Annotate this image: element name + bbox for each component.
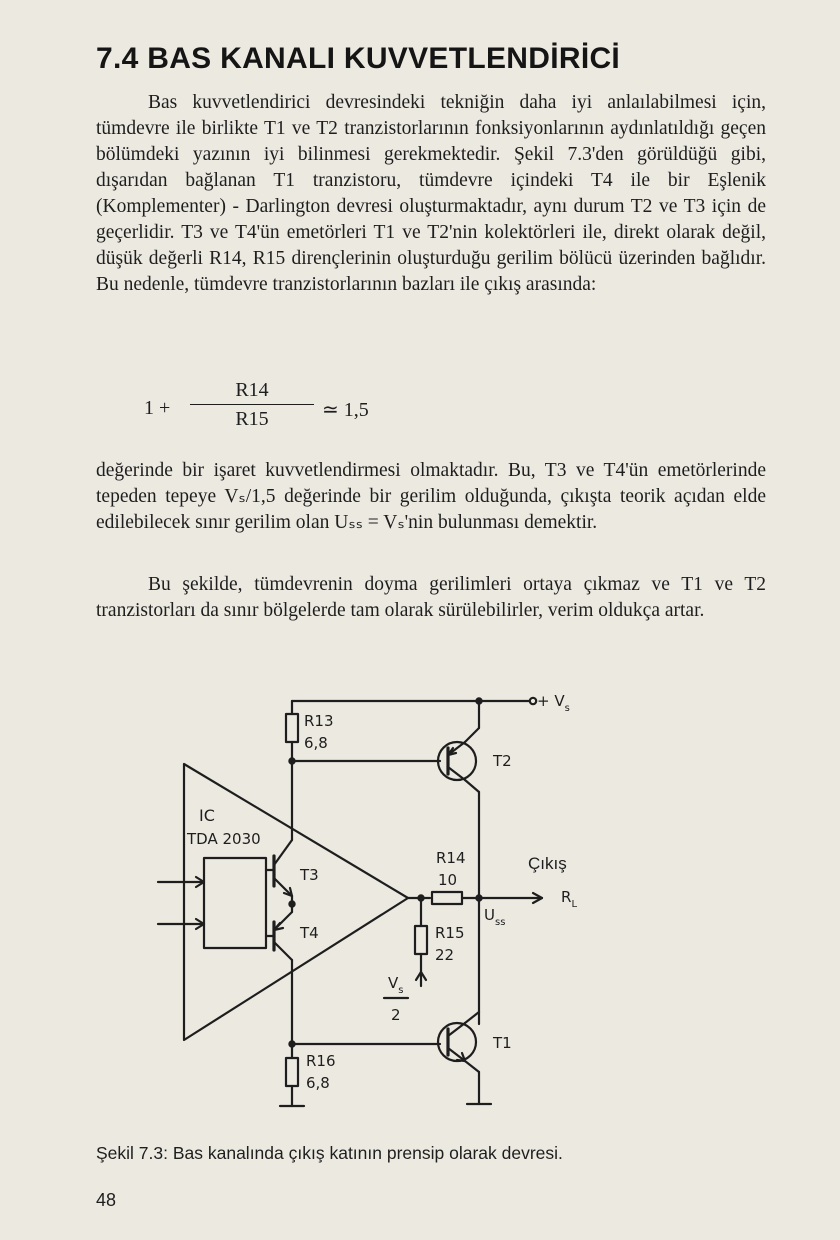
r13-value: 6,8 <box>304 734 328 752</box>
r15-value: 22 <box>435 946 455 964</box>
t2-label: T2 <box>493 752 512 770</box>
t1-collector-lead <box>465 1012 479 1023</box>
ic-part: TDA 2030 <box>187 830 261 848</box>
uss-text: U <box>484 906 495 924</box>
t2-collector-lead <box>465 780 479 792</box>
r15-name: R15 <box>435 924 465 942</box>
t2-emitter-lead <box>465 728 479 742</box>
r16-resistor <box>286 1058 298 1086</box>
paragraph-gain: değerinde bir işaret kuvvetlendirmesi olmaktadır. Bu, T3 ve T4'ün emetörlerinde tepeden tepeye Vₛ/1,5 değerinde bir gerilim olduğunda, çıkışta teorik açıdan elde edilebilecek sınır gerilim olan Uₛₛ = Vₛ'nin bulunması demektir. <box>96 460 766 533</box>
r13-node-dot <box>289 758 294 763</box>
t3-collector <box>274 840 292 865</box>
uss-sub: ss <box>494 917 506 928</box>
gain-equation <box>144 378 444 438</box>
t1-emitter-lead <box>465 1061 479 1072</box>
load-label <box>561 888 577 910</box>
half-v-label <box>388 974 403 996</box>
section-heading: 7.4 BAS KANALI KUVVETLENDİRİCİ <box>96 42 621 75</box>
t4-label: T4 <box>300 924 319 942</box>
ic-label: IC <box>199 806 215 825</box>
load-sub: L <box>571 899 578 910</box>
equation-denominator: R15 <box>235 408 269 430</box>
supply-terminal <box>530 698 536 704</box>
t1-label: T1 <box>493 1034 512 1052</box>
equation-result: ≃ 1,5 <box>322 399 369 421</box>
r15-resistor <box>415 926 427 954</box>
page-number: 48 <box>96 1190 117 1210</box>
output-label: Çıkış <box>528 854 567 873</box>
half-v-den: 2 <box>391 1006 401 1024</box>
half-v-text: V <box>388 974 399 992</box>
ic-driver-box <box>204 858 266 948</box>
uss-label <box>484 906 505 928</box>
load-text: R <box>561 888 572 906</box>
fraction-bar <box>190 404 314 405</box>
equation-numerator: R14 <box>235 379 269 401</box>
supply-sub: s <box>564 703 570 714</box>
equation-fraction <box>190 378 314 431</box>
r14-resistor <box>432 892 462 904</box>
supply-label <box>537 692 570 714</box>
r16-name: R16 <box>306 1052 336 1070</box>
figure-caption: Şekil 7.3: Bas kanalında çıkış katının prensip olarak devresi. <box>96 1143 563 1163</box>
half-v-sub: s <box>398 985 404 996</box>
paragraph-intro: Bas kuvvetlendirici devresindeki tekniğin daha iyi anlaılabilmesi için, tümdevre ile birlikte T1 ve T2 tranzistorlarının fonksiyonlarının aydınlatıldığı geçen bölümdeki yazının iyi bilinmesi gerekmektedir. Şekil 7.3'den görüldüğü gibi, dışarıdan bağlanan T1 tranzistoru, tümdevre içindeki T4 ile bir Eşlenik (Komplementer) - Darlington devresi oluşturmaktadır, aynı durum T2 ve T3 için de geçerlidir. T3 ve T4'ün emetörleri T1 ve T2'nin kolektörleri ile, direkt olarak değil, düşük değerli R14, R15 dirençlerinin oluşturduğu gerilim bölücü üzerinden bağlıdır. Bu nedenle, tümdevre tranzistorlarının bazları ile çıkış arasında: <box>96 92 766 295</box>
r14-value: 10 <box>438 871 458 889</box>
paragraph-efficiency: Bu şekilde, tümdevrenin doyma gerilimleri ortaya çıkmaz ve T1 ve T2 tranzistorları da sınır bölgelerde tam olarak sürülebilirler, verim oldukça artar. <box>96 574 766 621</box>
supply-text: + V <box>537 692 565 710</box>
equation-lead: 1 + <box>144 397 171 419</box>
r14-name: R14 <box>436 849 466 867</box>
t4-collector <box>274 942 292 960</box>
r13-resistor <box>286 714 298 742</box>
emitter-node-dot <box>289 901 294 906</box>
circuit-diagram <box>150 680 590 1110</box>
r16-value: 6,8 <box>306 1074 330 1092</box>
t3-label: T3 <box>300 866 319 884</box>
ic-triangle <box>184 764 408 1040</box>
r13-name: R13 <box>304 712 334 730</box>
